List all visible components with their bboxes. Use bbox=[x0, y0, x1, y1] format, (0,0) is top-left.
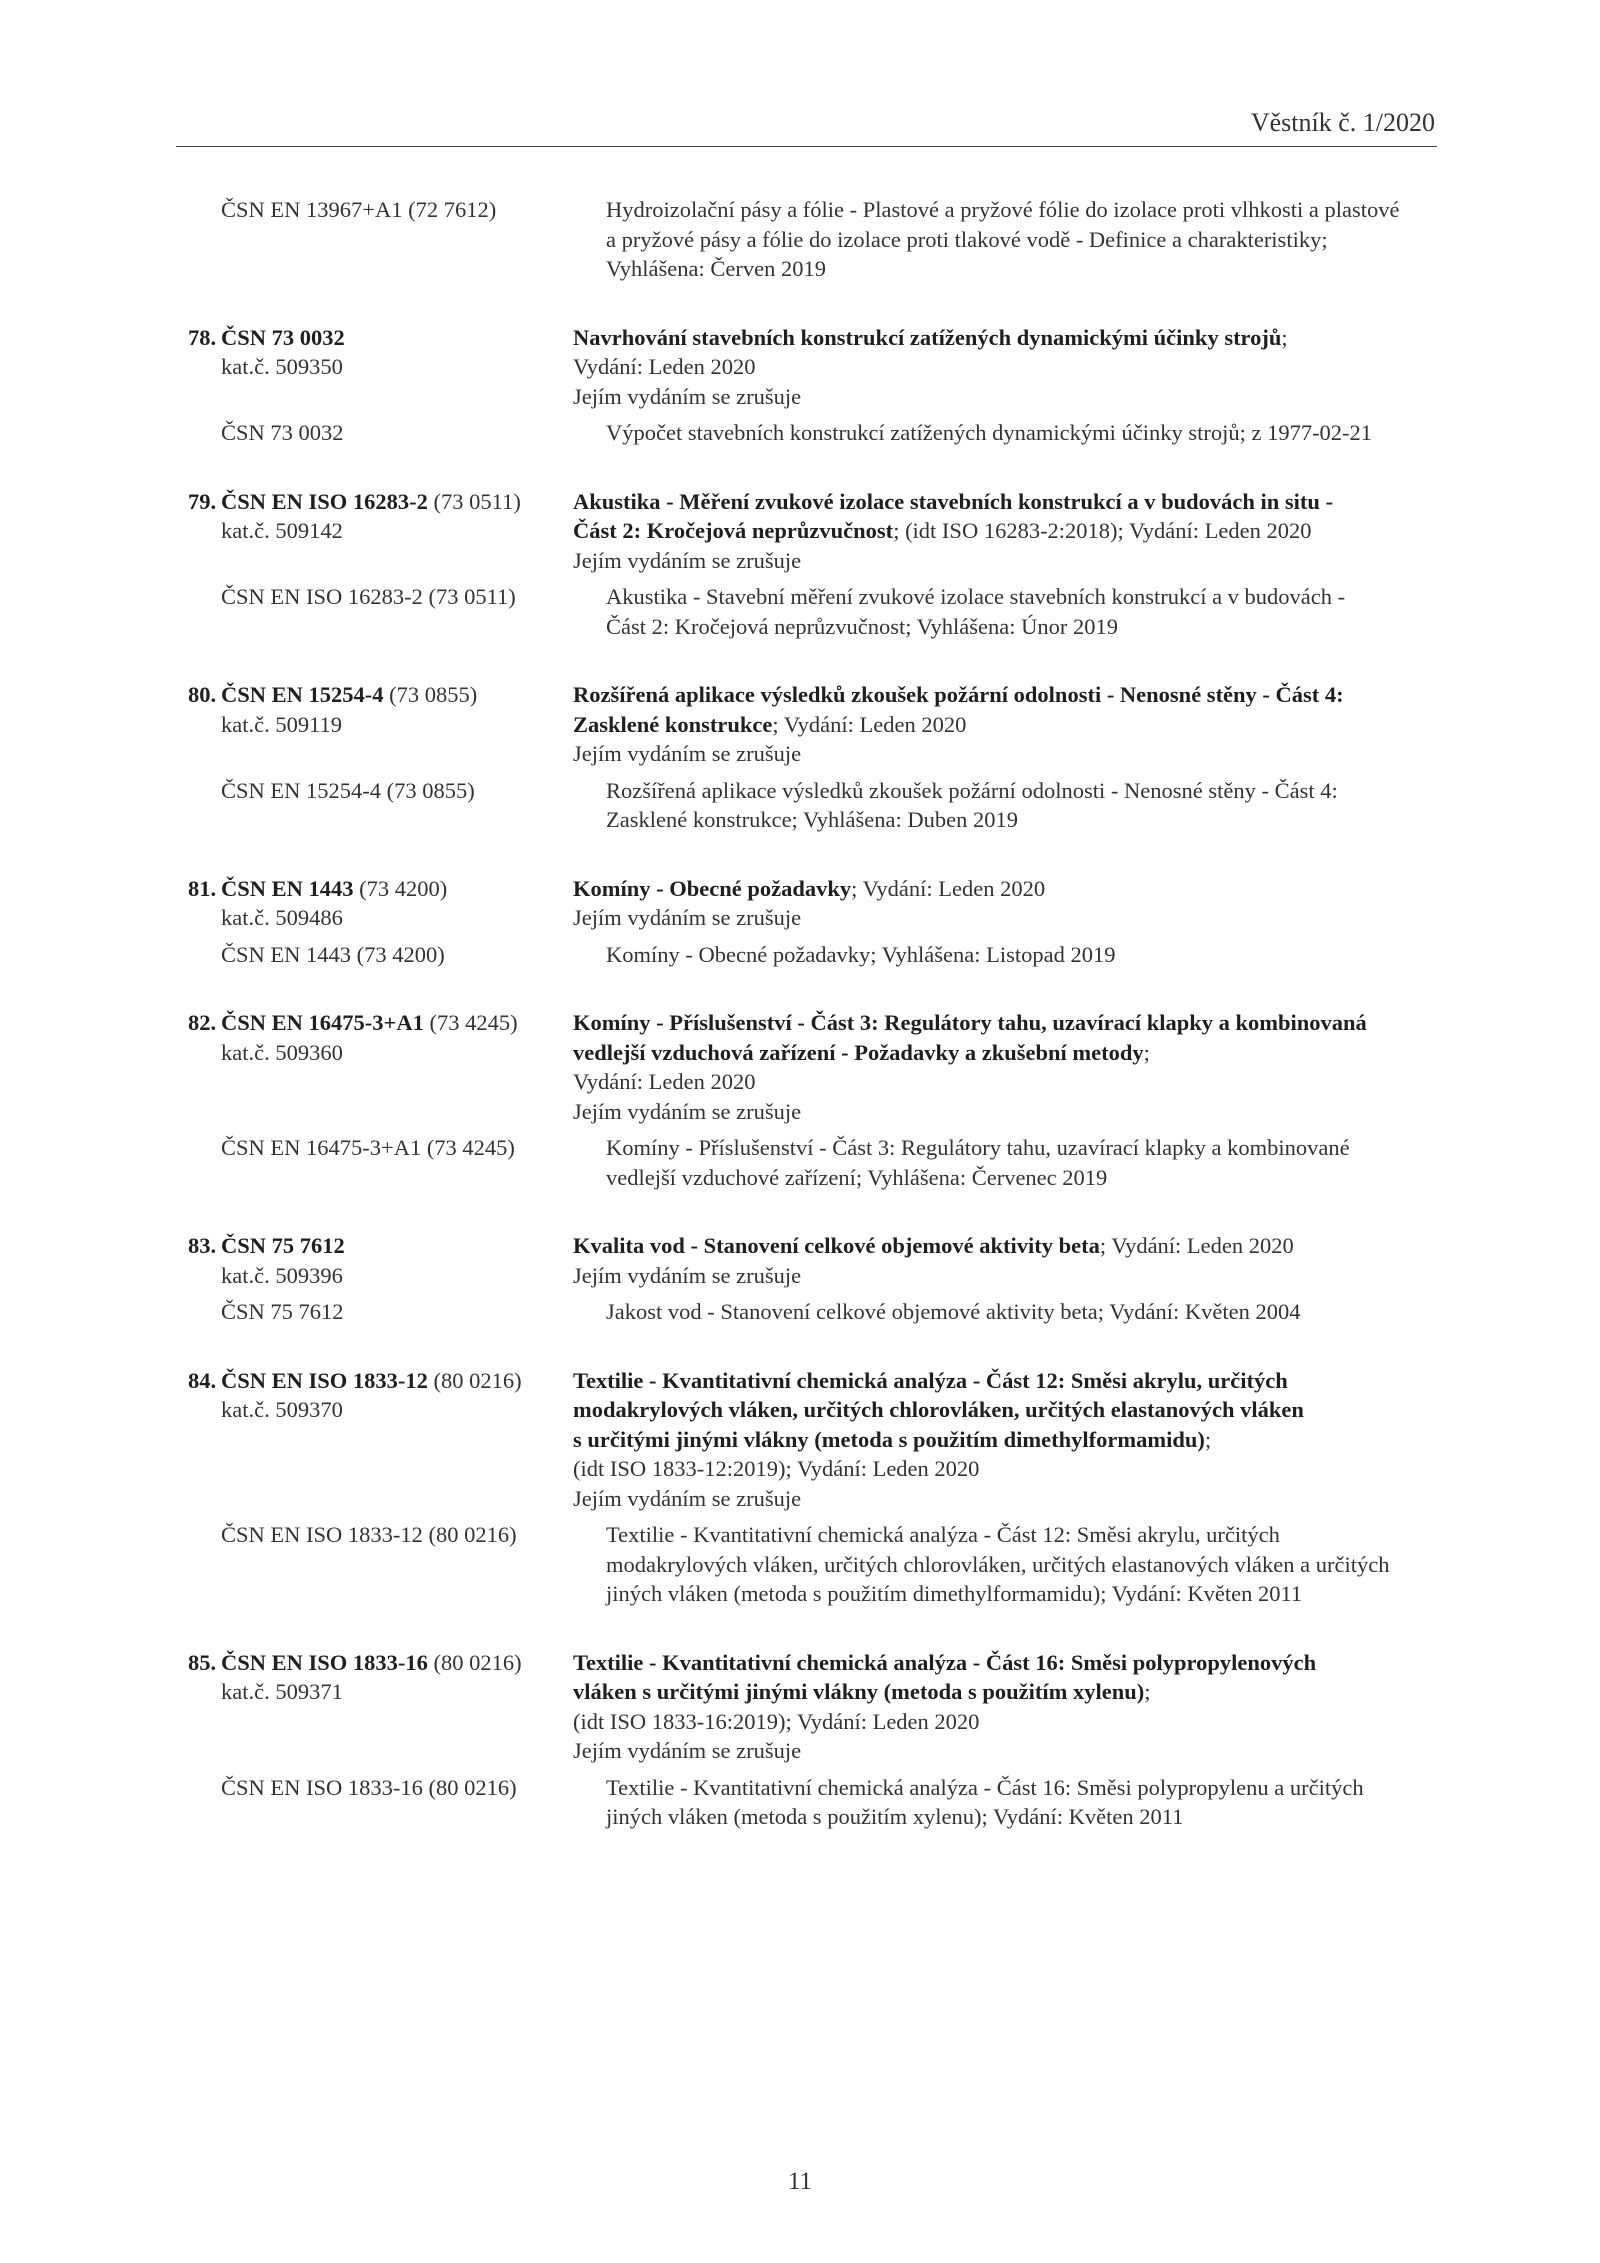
replaced-line: Výpočet stavebních konstrukcí zatížených dynamickými účinky strojů; z 1977-02-21 bbox=[606, 420, 1373, 445]
standards-list bbox=[188, 195, 1443, 1871]
entry-number: 83. bbox=[188, 1233, 217, 1258]
replaced-standard-description bbox=[606, 776, 1443, 835]
standard-description bbox=[573, 487, 1443, 576]
standard-code-line bbox=[188, 1366, 573, 1396]
title-line bbox=[573, 1425, 1443, 1455]
replaced-standard-description bbox=[606, 1133, 1443, 1192]
title-line bbox=[573, 1395, 1443, 1425]
catalog-number: kat.č. 509486 bbox=[221, 905, 343, 930]
info-line: Jejím vydáním se zrušuje bbox=[573, 741, 802, 766]
standard-title: Komíny - Obecné požadavky bbox=[573, 875, 852, 901]
title-suffix: ; Vydání: Leden 2020 bbox=[1099, 1233, 1294, 1258]
replaced-standard-description bbox=[606, 418, 1443, 448]
standard-code: ČSN EN 1443 bbox=[221, 875, 354, 901]
standard-code: ČSN 75 7612 bbox=[221, 1233, 345, 1258]
new-standard-row bbox=[188, 1366, 1443, 1514]
standard-code: ČSN EN 16475-3+A1 bbox=[221, 1010, 424, 1035]
replaced-standard-row bbox=[188, 1133, 1443, 1192]
replaced-standard-description bbox=[606, 1297, 1443, 1327]
replaced-standard-description bbox=[606, 582, 1443, 641]
lead-line: a pryžové pásy a fólie do izolace proti tlakové vodě - Definice a charakteristiky; bbox=[606, 226, 1328, 252]
classification-code: (73 0855) bbox=[383, 682, 478, 707]
entry-number: 84. bbox=[188, 1367, 217, 1393]
new-standard-row bbox=[188, 487, 1443, 576]
entry-number: 78. bbox=[188, 324, 217, 350]
replaced-standard-code: ČSN EN ISO 1833-16 (80 0216) bbox=[221, 1774, 517, 1800]
standard-code-line bbox=[188, 874, 573, 904]
standard-title: vedlejší vzduchová zařízení - Požadavky a zkušební metody bbox=[573, 1039, 1144, 1065]
title-line bbox=[573, 516, 1443, 546]
replaced-standard-description bbox=[606, 940, 1443, 970]
replaced-standard-description bbox=[606, 1520, 1443, 1609]
replaced-standard-row bbox=[188, 776, 1443, 835]
catalog-number: kat.č. 509396 bbox=[221, 1262, 343, 1288]
new-standard-row bbox=[188, 1008, 1443, 1126]
entry-number: 82. bbox=[188, 1010, 217, 1035]
classification-code: (80 0216) bbox=[427, 1367, 522, 1393]
standard-identifier bbox=[188, 487, 573, 576]
replaced-line: vedlejší vzduchové zařízení; Vyhlášena: Červenec 2019 bbox=[606, 1164, 1108, 1190]
standard-code-line bbox=[188, 487, 573, 517]
standard-description bbox=[573, 1231, 1443, 1290]
standard-identifier bbox=[188, 1008, 573, 1126]
replaced-line: Akustika - Stavební měření zvukové izolace stavebních konstrukcí a v budovách - bbox=[606, 584, 1346, 609]
info-line: Jejím vydáním se zrušuje bbox=[573, 547, 802, 573]
replaced-line: jiných vláken (metoda s použitím xylenu); Vydání: Květen 2011 bbox=[606, 1804, 1184, 1829]
info-line: Jejím vydáním se zrušuje bbox=[573, 1738, 802, 1763]
catalog-number: kat.č. 509119 bbox=[221, 711, 343, 737]
catalog-number: kat.č. 509360 bbox=[221, 1039, 343, 1065]
title-line bbox=[573, 323, 1443, 353]
replaced-standard-description bbox=[606, 1773, 1443, 1832]
title-line bbox=[573, 1648, 1443, 1678]
replaced-standard-row bbox=[188, 582, 1443, 641]
title-line bbox=[573, 1366, 1443, 1396]
info-line: Jejím vydáním se zrušuje bbox=[573, 1098, 802, 1124]
new-standard-row bbox=[188, 1231, 1443, 1290]
info-line: Vydání: Leden 2020 bbox=[573, 1069, 756, 1094]
lead-entry bbox=[188, 195, 1443, 284]
replaced-line: modakrylových vláken, určitých chlorovláken, určitých elastanových vláken a určitých bbox=[606, 1551, 1390, 1577]
standard-title: Navrhování stavebních konstrukcí zatížených dynamickými účinky strojů bbox=[573, 324, 1282, 350]
standard-code-line bbox=[188, 323, 573, 353]
replaced-line: Rozšířená aplikace výsledků zkoušek požární odolnosti - Nenosné stěny - Část 4: bbox=[606, 777, 1338, 803]
standard-identifier bbox=[188, 1648, 573, 1766]
title-line bbox=[573, 710, 1443, 740]
lead-row bbox=[188, 195, 1443, 284]
standard-title: Část 2: Kročejová neprůzvučnost bbox=[573, 518, 894, 543]
page-number: 11 bbox=[787, 2168, 813, 2195]
standard-entry bbox=[188, 1648, 1443, 1832]
standard-entry bbox=[188, 1008, 1443, 1192]
replaced-standard-row bbox=[188, 940, 1443, 970]
title-suffix: ; bbox=[1143, 1039, 1150, 1065]
replaced-line: Část 2: Kročejová neprůzvučnost; Vyhlášena: Únor 2019 bbox=[606, 613, 1118, 639]
classification-code: (73 4245) bbox=[423, 1010, 518, 1035]
info-line: Jejím vydáním se zrušuje bbox=[573, 905, 802, 930]
entries-container bbox=[188, 323, 1443, 1832]
standard-entry bbox=[188, 487, 1443, 642]
replaced-standard-code: ČSN 73 0032 bbox=[221, 420, 344, 445]
info-line: Jejím vydáním se zrušuje bbox=[573, 1485, 802, 1511]
standard-code: ČSN 73 0032 bbox=[221, 324, 345, 350]
replaced-standard-code: ČSN EN 15254-4 (73 0855) bbox=[221, 777, 475, 803]
replaced-line: jiných vláken (metoda s použitím dimethylformamidu); Vydání: Květen 2011 bbox=[606, 1581, 1303, 1606]
info-line: (idt ISO 1833-16:2019); Vydání: Leden 2020 bbox=[573, 1708, 980, 1734]
standard-title: Textilie - Kvantitativní chemická analýza - Část 12: Směsi akrylu, určitých bbox=[573, 1367, 1288, 1393]
standard-entry bbox=[188, 680, 1443, 835]
standard-title: Akustika - Měření zvukové izolace stavebních konstrukcí a v budovách in situ - bbox=[573, 488, 1334, 514]
info-line: Vydání: Leden 2020 bbox=[573, 354, 756, 379]
replaced-line: Textilie - Kvantitativní chemická analýza - Část 12: Směsi akrylu, určitých bbox=[606, 1522, 1280, 1547]
entry-number: 85. bbox=[188, 1649, 217, 1675]
standard-title: Textilie - Kvantitativní chemická analýza - Část 16: Směsi polypropylenových bbox=[573, 1649, 1317, 1675]
catalog-number: kat.č. 509371 bbox=[221, 1679, 343, 1704]
title-line bbox=[573, 1231, 1443, 1261]
journal-title: Věstník č. 1/2020 bbox=[1250, 108, 1435, 137]
title-line bbox=[573, 680, 1443, 710]
standard-title: Kvalita vod - Stanovení celkové objemové aktivity beta bbox=[573, 1233, 1100, 1258]
replaced-standard-row bbox=[188, 1297, 1443, 1327]
replaced-line: Textilie - Kvantitativní chemická analýza - Část 16: Směsi polypropylenu a určitých bbox=[606, 1774, 1364, 1800]
standard-entry bbox=[188, 874, 1443, 970]
catalog-number: kat.č. 509350 bbox=[221, 354, 343, 379]
title-suffix: ; bbox=[1144, 1679, 1151, 1704]
standard-description bbox=[573, 1648, 1443, 1766]
standard-identifier bbox=[188, 680, 573, 769]
standard-entry bbox=[188, 1366, 1443, 1609]
title-line bbox=[573, 874, 1443, 904]
standard-title: Rozšířená aplikace výsledků zkoušek požární odolnosti - Nenosné stěny - Část 4: bbox=[573, 682, 1344, 707]
replaced-standard-row bbox=[188, 1773, 1443, 1832]
classification-code: (80 0216) bbox=[427, 1649, 522, 1675]
standard-description bbox=[573, 874, 1443, 933]
standard-code-line bbox=[188, 1648, 573, 1678]
replaced-standard-row bbox=[188, 418, 1443, 448]
lead-code: ČSN EN 13967+A1 (72 7612) bbox=[221, 197, 497, 222]
title-suffix: ; bbox=[1281, 324, 1288, 350]
new-standard-row bbox=[188, 323, 1443, 412]
replaced-standard-code: ČSN EN 1443 (73 4200) bbox=[221, 941, 445, 967]
title-suffix: ; Vydání: Leden 2020 bbox=[772, 711, 967, 737]
info-line: Jejím vydáním se zrušuje bbox=[573, 383, 802, 409]
replaced-standard-code: ČSN EN ISO 1833-12 (80 0216) bbox=[221, 1522, 517, 1547]
standard-identifier bbox=[188, 874, 573, 933]
standard-description bbox=[573, 1008, 1443, 1126]
info-line: (idt ISO 1833-12:2019); Vydání: Leden 2020 bbox=[573, 1456, 980, 1481]
standard-identifier bbox=[188, 1366, 573, 1514]
standard-code: ČSN EN ISO 1833-12 bbox=[221, 1367, 428, 1393]
title-suffix: ; bbox=[1204, 1426, 1212, 1452]
standard-title: Zasklené konstrukce bbox=[573, 711, 773, 737]
standard-entry bbox=[188, 1231, 1443, 1327]
standard-code-line bbox=[188, 1008, 573, 1038]
entry-number: 80. bbox=[188, 682, 217, 707]
standard-title: vláken s určitými jinými vlákny (metoda s použitím xylenu) bbox=[573, 1679, 1145, 1704]
classification-code: (73 4200) bbox=[353, 875, 448, 901]
standard-title: s určitými jinými vlákny (metoda s použitím dimethylformamidu) bbox=[573, 1426, 1205, 1452]
new-standard-row bbox=[188, 680, 1443, 769]
title-line bbox=[573, 1677, 1443, 1707]
lead-line: Hydroizolační pásy a fólie - Plastové a pryžové fólie do izolace proti vlhkosti a plastové bbox=[606, 197, 1400, 222]
standard-description bbox=[573, 680, 1443, 769]
new-standard-row bbox=[188, 1648, 1443, 1766]
standard-identifier bbox=[188, 323, 573, 412]
standard-code-line bbox=[188, 680, 573, 710]
replaced-standard-row bbox=[188, 1520, 1443, 1609]
replaced-line: Jakost vod - Stanovení celkové objemové aktivity beta; Vydání: Květen 2004 bbox=[606, 1299, 1301, 1324]
catalog-number: kat.č. 509370 bbox=[221, 1397, 343, 1422]
standard-description bbox=[573, 1366, 1443, 1514]
standard-entry bbox=[188, 323, 1443, 448]
standard-title: modakrylových vláken, určitých chlorovláken, určitých elastanových vláken bbox=[573, 1397, 1304, 1422]
standard-title: Komíny - Příslušenství - Část 3: Regulátory tahu, uzavírací klapky a kombinovaná bbox=[573, 1010, 1367, 1035]
entry-number: 79. bbox=[188, 488, 217, 514]
replaced-standard-code: ČSN EN 16475-3+A1 (73 4245) bbox=[221, 1135, 515, 1160]
lead-line: Vyhlášena: Červen 2019 bbox=[606, 256, 826, 281]
title-line bbox=[573, 487, 1443, 517]
new-standard-row bbox=[188, 874, 1443, 933]
catalog-number: kat.č. 509142 bbox=[221, 518, 343, 543]
classification-code: (73 0511) bbox=[427, 488, 521, 514]
standard-description bbox=[573, 323, 1443, 412]
entry-number: 81. bbox=[188, 875, 217, 901]
info-line: Jejím vydáním se zrušuje bbox=[573, 1262, 802, 1288]
replaced-line: Komíny - Příslušenství - Část 3: Regulátory tahu, uzavírací klapky a kombinované bbox=[606, 1135, 1350, 1160]
replaced-line: Zasklené konstrukce; Vyhlášena: Duben 2019 bbox=[606, 807, 1018, 832]
standard-code: ČSN EN 15254-4 bbox=[221, 682, 384, 707]
header-rule bbox=[176, 146, 1437, 147]
standard-identifier bbox=[188, 1231, 573, 1290]
title-line bbox=[573, 1008, 1443, 1038]
lead-description bbox=[606, 195, 1443, 284]
replaced-line: Komíny - Obecné požadavky; Vyhlášena: Listopad 2019 bbox=[606, 941, 1116, 967]
replaced-standard-code: ČSN EN ISO 16283-2 (73 0511) bbox=[221, 584, 516, 609]
title-line bbox=[573, 1038, 1443, 1068]
standard-code-line bbox=[188, 1231, 573, 1261]
standard-code: ČSN EN ISO 1833-16 bbox=[221, 1649, 428, 1675]
standard-code: ČSN EN ISO 16283-2 bbox=[221, 488, 428, 514]
replaced-standard-code: ČSN 75 7612 bbox=[221, 1299, 344, 1324]
title-suffix: ; Vydání: Leden 2020 bbox=[851, 875, 1046, 901]
title-suffix: ; (idt ISO 16283-2:2018); Vydání: Leden 2020 bbox=[893, 518, 1312, 543]
